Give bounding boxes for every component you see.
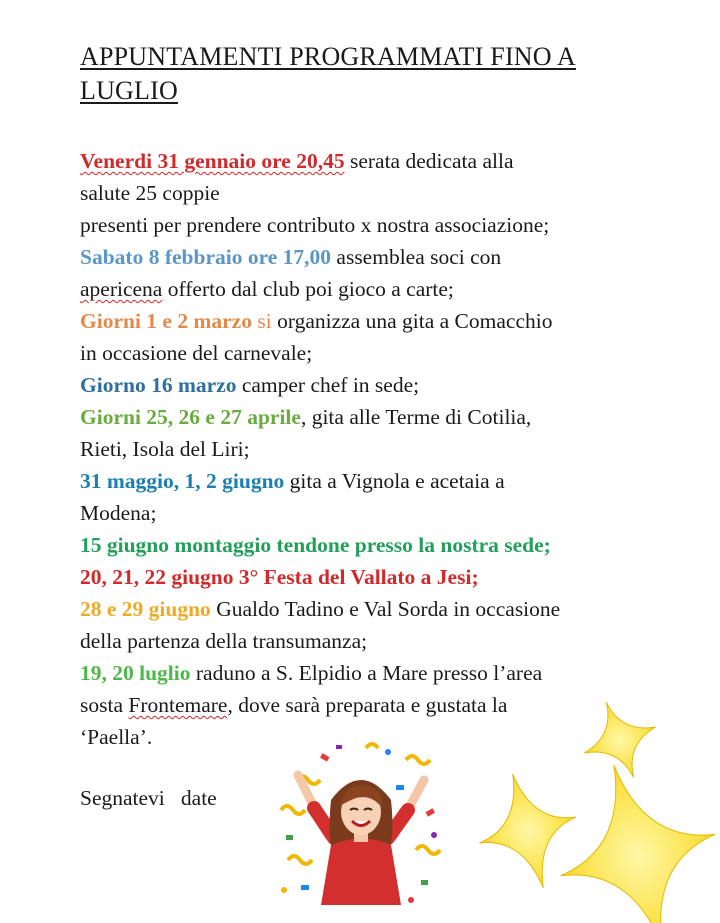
event-6-line-1	[80, 465, 680, 497]
event-2-line-2	[80, 273, 680, 305]
event-5-date: Giorni 25, 26 e 27 aprile	[80, 405, 301, 429]
event-2-apericena: apericena	[80, 277, 163, 301]
event-3-si: si	[251, 309, 272, 333]
left-star-icon	[478, 761, 592, 901]
event-3-text-1: organizza una gita a Comacchio	[271, 309, 553, 333]
signoff-text: Segnatevi date	[80, 786, 217, 810]
event-9-line-2: della partenza della transumanza;	[80, 629, 368, 653]
event-5-line-2: Rieti, Isola del Liri;	[80, 437, 250, 461]
event-4-text-1: camper chef in sede;	[236, 373, 420, 397]
event-2-line-1	[80, 241, 680, 273]
event-10-line-1	[80, 657, 680, 689]
event-1-text-1: serata dedicata alla	[344, 149, 514, 173]
event-10-text-2a: sosta	[80, 693, 129, 717]
event-10-line-3: ‘Paella’.	[80, 725, 153, 749]
small-star-icon	[571, 700, 670, 791]
event-1-date: Venerdi 31 gennaio ore 20,45	[80, 149, 345, 173]
event-1-line-1	[80, 145, 680, 177]
event-4-date: Giorno 16 marzo	[80, 373, 237, 397]
big-star-icon	[537, 744, 720, 923]
title-line-1: APPUNTAMENTI PROGRAMMATI FINO A	[80, 42, 576, 71]
event-10-date: 19, 20 luglio	[80, 661, 191, 685]
celebrating-woman-confetti-icon	[276, 740, 446, 905]
event-9-line-1	[80, 593, 680, 625]
event-6-text-1: gita a Vignola e acetaia a	[284, 469, 505, 493]
event-3-date: Giorni 1 e 2 marzo	[80, 309, 252, 333]
event-5-text-1: , gita alle Terme di Cotilia,	[300, 405, 532, 429]
event-2-text-1: assemblea soci con	[331, 245, 502, 269]
title-line-2: LUGLIO	[80, 76, 178, 105]
event-4-line-1	[80, 369, 680, 401]
event-10-text-2b: , dove sarà preparata e gustata la	[227, 693, 508, 717]
event-2-text-2: offerto dal club poi gioco a carte;	[162, 277, 454, 301]
event-3-line-1	[80, 305, 680, 337]
event-9-date: 28 e 29 giugno	[80, 597, 211, 621]
event-9-text-1: Gualdo Tadino e Val Sorda in occasione	[210, 597, 561, 621]
event-list	[80, 145, 680, 753]
event-8-line-1: 20, 21, 22 giugno 3° Festa del Vallato a Jesi;	[80, 565, 479, 589]
event-6-line-2: Modena;	[80, 501, 157, 525]
sparkle-stars-icon	[478, 700, 720, 923]
event-5-line-1	[80, 401, 680, 433]
event-10-frontemare: Frontemare	[128, 693, 228, 717]
event-1-line-3: presenti per prendere contributo x nostra associazione;	[80, 213, 550, 237]
event-3-line-2: in occasione del carnevale;	[80, 341, 313, 365]
event-1-line-2: salute 25 coppie	[80, 181, 220, 205]
event-2-date: Sabato 8 febbraio ore 17,00	[80, 245, 332, 269]
event-6-date: 31 maggio, 1, 2 giugno	[80, 469, 285, 493]
event-7-line-1: 15 giugno montaggio tendone presso la nostra sede;	[80, 533, 551, 557]
event-10-text-1: raduno a S. Elpidio a Mare presso l’area	[190, 661, 543, 685]
page-title	[80, 40, 680, 108]
